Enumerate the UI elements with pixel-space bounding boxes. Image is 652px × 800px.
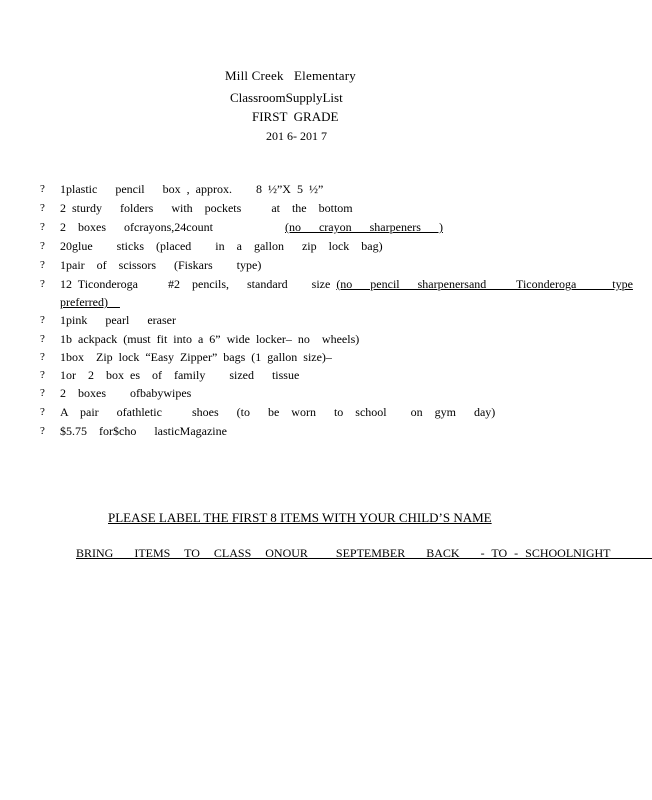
bullet-marker: ?: [40, 333, 45, 345]
supply-item: [0, 348, 600, 366]
school-name: Mill Creek Elementary: [225, 68, 356, 83]
bullet-marker: ?: [40, 202, 45, 214]
bullet-marker: ?: [40, 351, 45, 363]
supply-item-label: 12 Ticonderoga #2 pencils, standard size: [60, 277, 337, 291]
bullet-marker: ?: [40, 221, 45, 233]
supply-item-text: [60, 180, 323, 198]
supply-item-text: [60, 199, 353, 217]
bullet-marker: ?: [40, 314, 45, 326]
supply-item-label: 2 sturdy folders with pockets at the bottom: [60, 201, 353, 215]
supply-item-note: (no pencil sharpenersand Ticonderoga type: [336, 277, 633, 291]
supply-item-label: 20glue sticks (placed in a gallon zip lock bag): [60, 239, 383, 253]
supply-item: [0, 366, 600, 384]
supply-item-text: [60, 403, 495, 421]
supply-item-text: [60, 218, 443, 236]
bring-instruction: BRING ITEMS TO CLASS ONOUR SEPTEMBER BACK - TO - SCHOOLNIGHT: [76, 546, 652, 560]
supply-item-text: [60, 237, 383, 255]
supply-item: [0, 237, 600, 255]
supply-item: [0, 180, 600, 198]
supply-item: [0, 199, 600, 217]
bullet-marker: ?: [40, 278, 45, 290]
school-year: 201 6- 201 7: [266, 129, 327, 143]
bullet-marker: ?: [40, 259, 45, 271]
supply-item-note: (no crayon sharpeners ): [284, 220, 443, 234]
supply-item: [0, 218, 600, 236]
bullet-marker: ?: [40, 387, 45, 399]
supply-item-label: 1b ackpack (must fit into a 6” wide locker– no wheels): [60, 332, 360, 346]
supply-item-text: [60, 348, 332, 366]
supply-item-label: 1pair of scissors (Fiskars type): [60, 258, 262, 272]
bullet-marker: ?: [40, 183, 45, 195]
supply-item-text: [60, 311, 176, 329]
supply-item-text: [60, 384, 191, 402]
supply-item-label: A pair ofathletic shoes (to be worn to school on gym day): [60, 405, 496, 419]
bullet-marker: ?: [40, 240, 45, 252]
label-instruction: PLEASE LABEL THE FIRST 8 ITEMS WITH YOUR CHILD’S NAME: [108, 510, 492, 525]
bullet-marker: ?: [40, 425, 45, 437]
bullet-marker: ?: [40, 406, 45, 418]
supply-item: [0, 330, 600, 348]
supply-item-label: 2 boxes ofcrayons,24count: [60, 220, 285, 234]
supply-item: [0, 384, 600, 402]
supply-item: [0, 275, 633, 309]
supply-item-text: [60, 330, 359, 348]
supply-item-label: 1plastic pencil box , approx. 8 ½”X 5 ½”: [60, 182, 324, 196]
supply-item-label: $5.75 for$cho lasticMagazine: [60, 424, 227, 438]
supply-item: [0, 256, 600, 274]
supply-item-text: [60, 256, 261, 274]
supply-item-text: [60, 422, 227, 440]
supply-item-label: 1pink pearl eraser: [60, 313, 176, 327]
supply-item: [0, 311, 600, 329]
supply-item: [0, 403, 600, 421]
grade-heading: FIRST GRADE: [252, 109, 339, 124]
supply-item-text: [60, 366, 299, 384]
supply-item-label: 2 boxes ofbabywipes: [60, 386, 192, 400]
supply-item: [0, 422, 600, 440]
list-title: ClassroomSupplyList: [230, 90, 343, 105]
supply-item-text: [60, 275, 633, 293]
bullet-marker: ?: [40, 369, 45, 381]
supply-item-label: 1box Zip lock “Easy Zipper” bags (1 gallon size)–: [60, 350, 332, 364]
supply-item-label: 1or 2 box es of family sized tissue: [60, 368, 300, 382]
supply-item-note-continued: preferred): [60, 295, 120, 309]
